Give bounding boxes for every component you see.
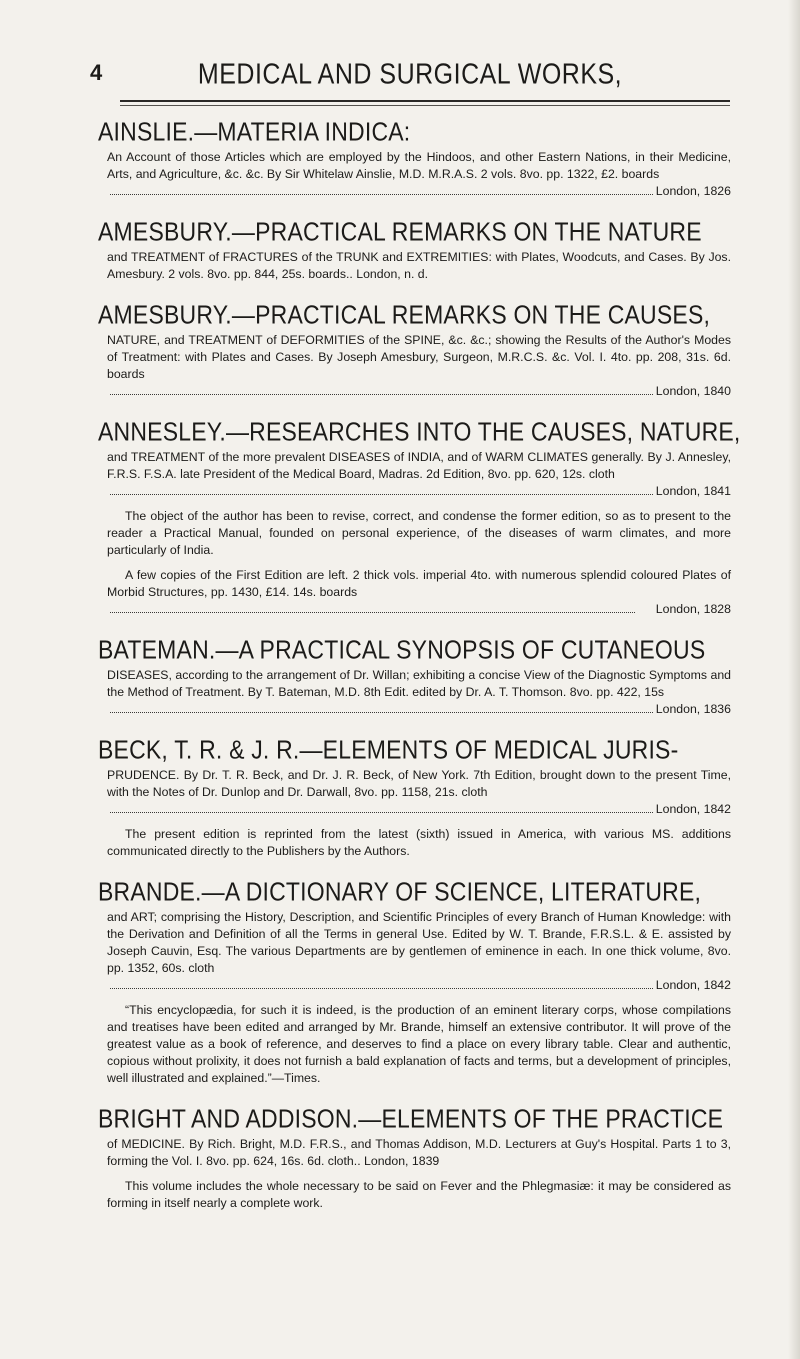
entry-description (107, 449, 731, 500)
leader-dots (110, 194, 653, 195)
entry-description (107, 149, 731, 200)
imprint-line (107, 601, 731, 618)
entry-note: This volume includes the whole necessary to be said on Fever and the Phlegmasiæ: it may be considered as forming in itself nearly a complete work. (107, 1179, 731, 1210)
entry-description: and TREATMENT of FRACTURES of the TRUNK and EXTREMITIES: with Plates, Woodcuts, and Cases. By Jos. Amesbury. 2 vols. 8vo. pp. 844, 25s. boards.. London, n. d. (107, 250, 731, 281)
catalogue-entries (98, 117, 741, 1229)
entry-text: DISEASES, according to the arrangement of Dr. Willan; exhibiting a concise View of the Diagnostic Symptoms and the Method of Treatment. By T. Bateman, M.D. 8th Edit. edited by Dr. A. T. Thomson. 8vo. pp. 422, 15s (107, 668, 731, 699)
imprint-line (107, 977, 731, 994)
leader-dots (110, 494, 653, 495)
entry-note (107, 567, 731, 618)
imprint-line (107, 383, 731, 400)
header-rule (120, 100, 730, 102)
catalogue-entry (98, 300, 731, 400)
catalogue-entry (98, 635, 731, 718)
entry-description (107, 767, 731, 818)
imprint-place-date: London, 1841 (655, 484, 731, 498)
catalogue-entry (98, 217, 731, 283)
entry-description (107, 667, 731, 718)
imprint-place-date: London, 1842 (655, 802, 731, 816)
page-header (90, 50, 730, 110)
entry-note: The present edition is reprinted from the latest (sixth) issued in America, with various MS. additions communicated directly to the Publishers by the Authors. (107, 827, 731, 858)
entry-heading: AMESBURY.—PRACTICAL REMARKS ON THE NATURE (98, 217, 702, 247)
leader-dots (110, 612, 635, 613)
catalogue-entry (98, 735, 731, 860)
entry-text: and TREATMENT of the more prevalent DISEASES of INDIA, and of WARM CLIMATES generally. By J. Annesley, F.R.S. F.S.A. late President of the Medical Board, Madras. 2d Edition, 8vo. pp. 620, 12s. cloth (107, 450, 731, 481)
entry-heading: BATEMAN.—A PRACTICAL SYNOPSIS OF CUTANEOUS (98, 635, 706, 665)
imprint-place-date: London, 1840 (655, 384, 731, 398)
entry-text: PRUDENCE. By Dr. T. R. Beck, and Dr. J. R. Beck, of New York. 7th Edition, brought down to the present Time, with the Notes of Dr. Dunlop and Dr. Darwall, 8vo. pp. 1158, 21s. cloth (107, 768, 731, 799)
entry-note: The object of the author has been to revise, correct, and condense the former edition, so as to present to the reader a Practical Manual, founded on personal experience, of the diseases of warm climates, and more particularly of India. (107, 509, 731, 557)
entry-heading: BRIGHT AND ADDISON.—ELEMENTS OF THE PRACTICE (98, 1104, 724, 1134)
leader-dots (110, 712, 653, 713)
entry-text: NATURE, and TREATMENT of DEFORMITIES of the SPINE, &c. &c.; showing the Results of the Author's Modes of Treatment: with Plates and Cases. By Joseph Amesbury, Surgeon, M.R.C.S. &c. Vol. I. 4to. pp. 208, 31s. 6d. boards (107, 333, 731, 381)
entry-heading: BRANDE.—A DICTIONARY OF SCIENCE, LITERATURE, (98, 877, 702, 907)
page-edge-shadow (788, 0, 800, 1359)
catalogue-entry (98, 117, 731, 200)
catalogue-entry (98, 417, 741, 618)
page-number: 4 (90, 60, 103, 85)
imprint-line (107, 701, 731, 718)
catalogue-entry (98, 1104, 731, 1212)
entry-description (107, 909, 731, 994)
catalogue-entry (98, 877, 731, 1087)
entry-description: of MEDICINE. By Rich. Bright, M.D. F.R.S., and Thomas Addison, M.D. Lecturers at Guy's Hospital. Parts 1 to 3, forming the Vol. I. 8vo. pp. 624, 16s. 6d. cloth.. London, 1839 (107, 1137, 731, 1168)
entry-text: An Account of those Articles which are employed by the Hindoos, and other Eastern Nations, in their Medicine, Arts, and Agriculture, &c. &c. By Sir Whitelaw Ainslie, M.D. M.R.A.S. 2 vols. 8vo. pp. 1322, £2. boards (107, 150, 731, 181)
imprint-place-date: London, 1842 (655, 978, 731, 992)
entry-heading: ANNESLEY.—RESEARCHES INTO THE CAUSES, NATURE, (98, 417, 741, 447)
imprint-line (107, 483, 731, 500)
leader-dots (110, 988, 653, 989)
entry-text: and ART; comprising the History, Description, and Scientific Principles of every Branch of Human Knowledge: with the Derivation and Definition of all the Terms in general Use. Edited by W. T. Brande, F.R.S.L. & E. assisted by Joseph Cauvin, Esq. The various Departments are by gentlemen of eminence in each. In one thick volume, 8vo. pp. 1352, 60s. cloth (107, 910, 731, 975)
imprint-place-date: London, 1836 (655, 702, 731, 716)
leader-dots (110, 394, 653, 395)
entry-description (107, 332, 731, 400)
entry-heading: BECK, T. R. & J. R.—ELEMENTS OF MEDICAL JURIS- (98, 735, 679, 765)
header-rule-thin (120, 105, 730, 106)
leader-dots (110, 812, 653, 813)
imprint-place-date: London, 1826 (655, 184, 731, 198)
imprint-place-date: London, 1828 (655, 602, 731, 616)
entry-text: A few copies of the First Edition are left. 2 thick vols. imperial 4to. with numerous splendid coloured Plates of Morbid Structures, pp. 1430, £14. 14s. boards (107, 568, 731, 599)
entry-heading: AINSLIE.—MATERIA INDICA: (98, 117, 411, 147)
entry-heading: AMESBURY.—PRACTICAL REMARKS ON THE CAUSES, (98, 300, 711, 330)
running-title: MEDICAL AND SURGICAL WORKS, (197, 58, 623, 91)
entry-note: “This encyclopædia, for such it is indeed, is the production of an eminent literary corps, whose compilations and treatises have been edited and arranged by Mr. Brande, himself an extensive contributor. It will prove of the greatest value as a book of reference, and deserves to find a place on every library table. Clear and authentic, copious without prolixity, it does not furnish a bald explanation of facts and terms, but a development of principles, well illustrated and explained.”—Times. (107, 1003, 731, 1085)
imprint-line (107, 183, 731, 200)
imprint-line (107, 801, 731, 818)
